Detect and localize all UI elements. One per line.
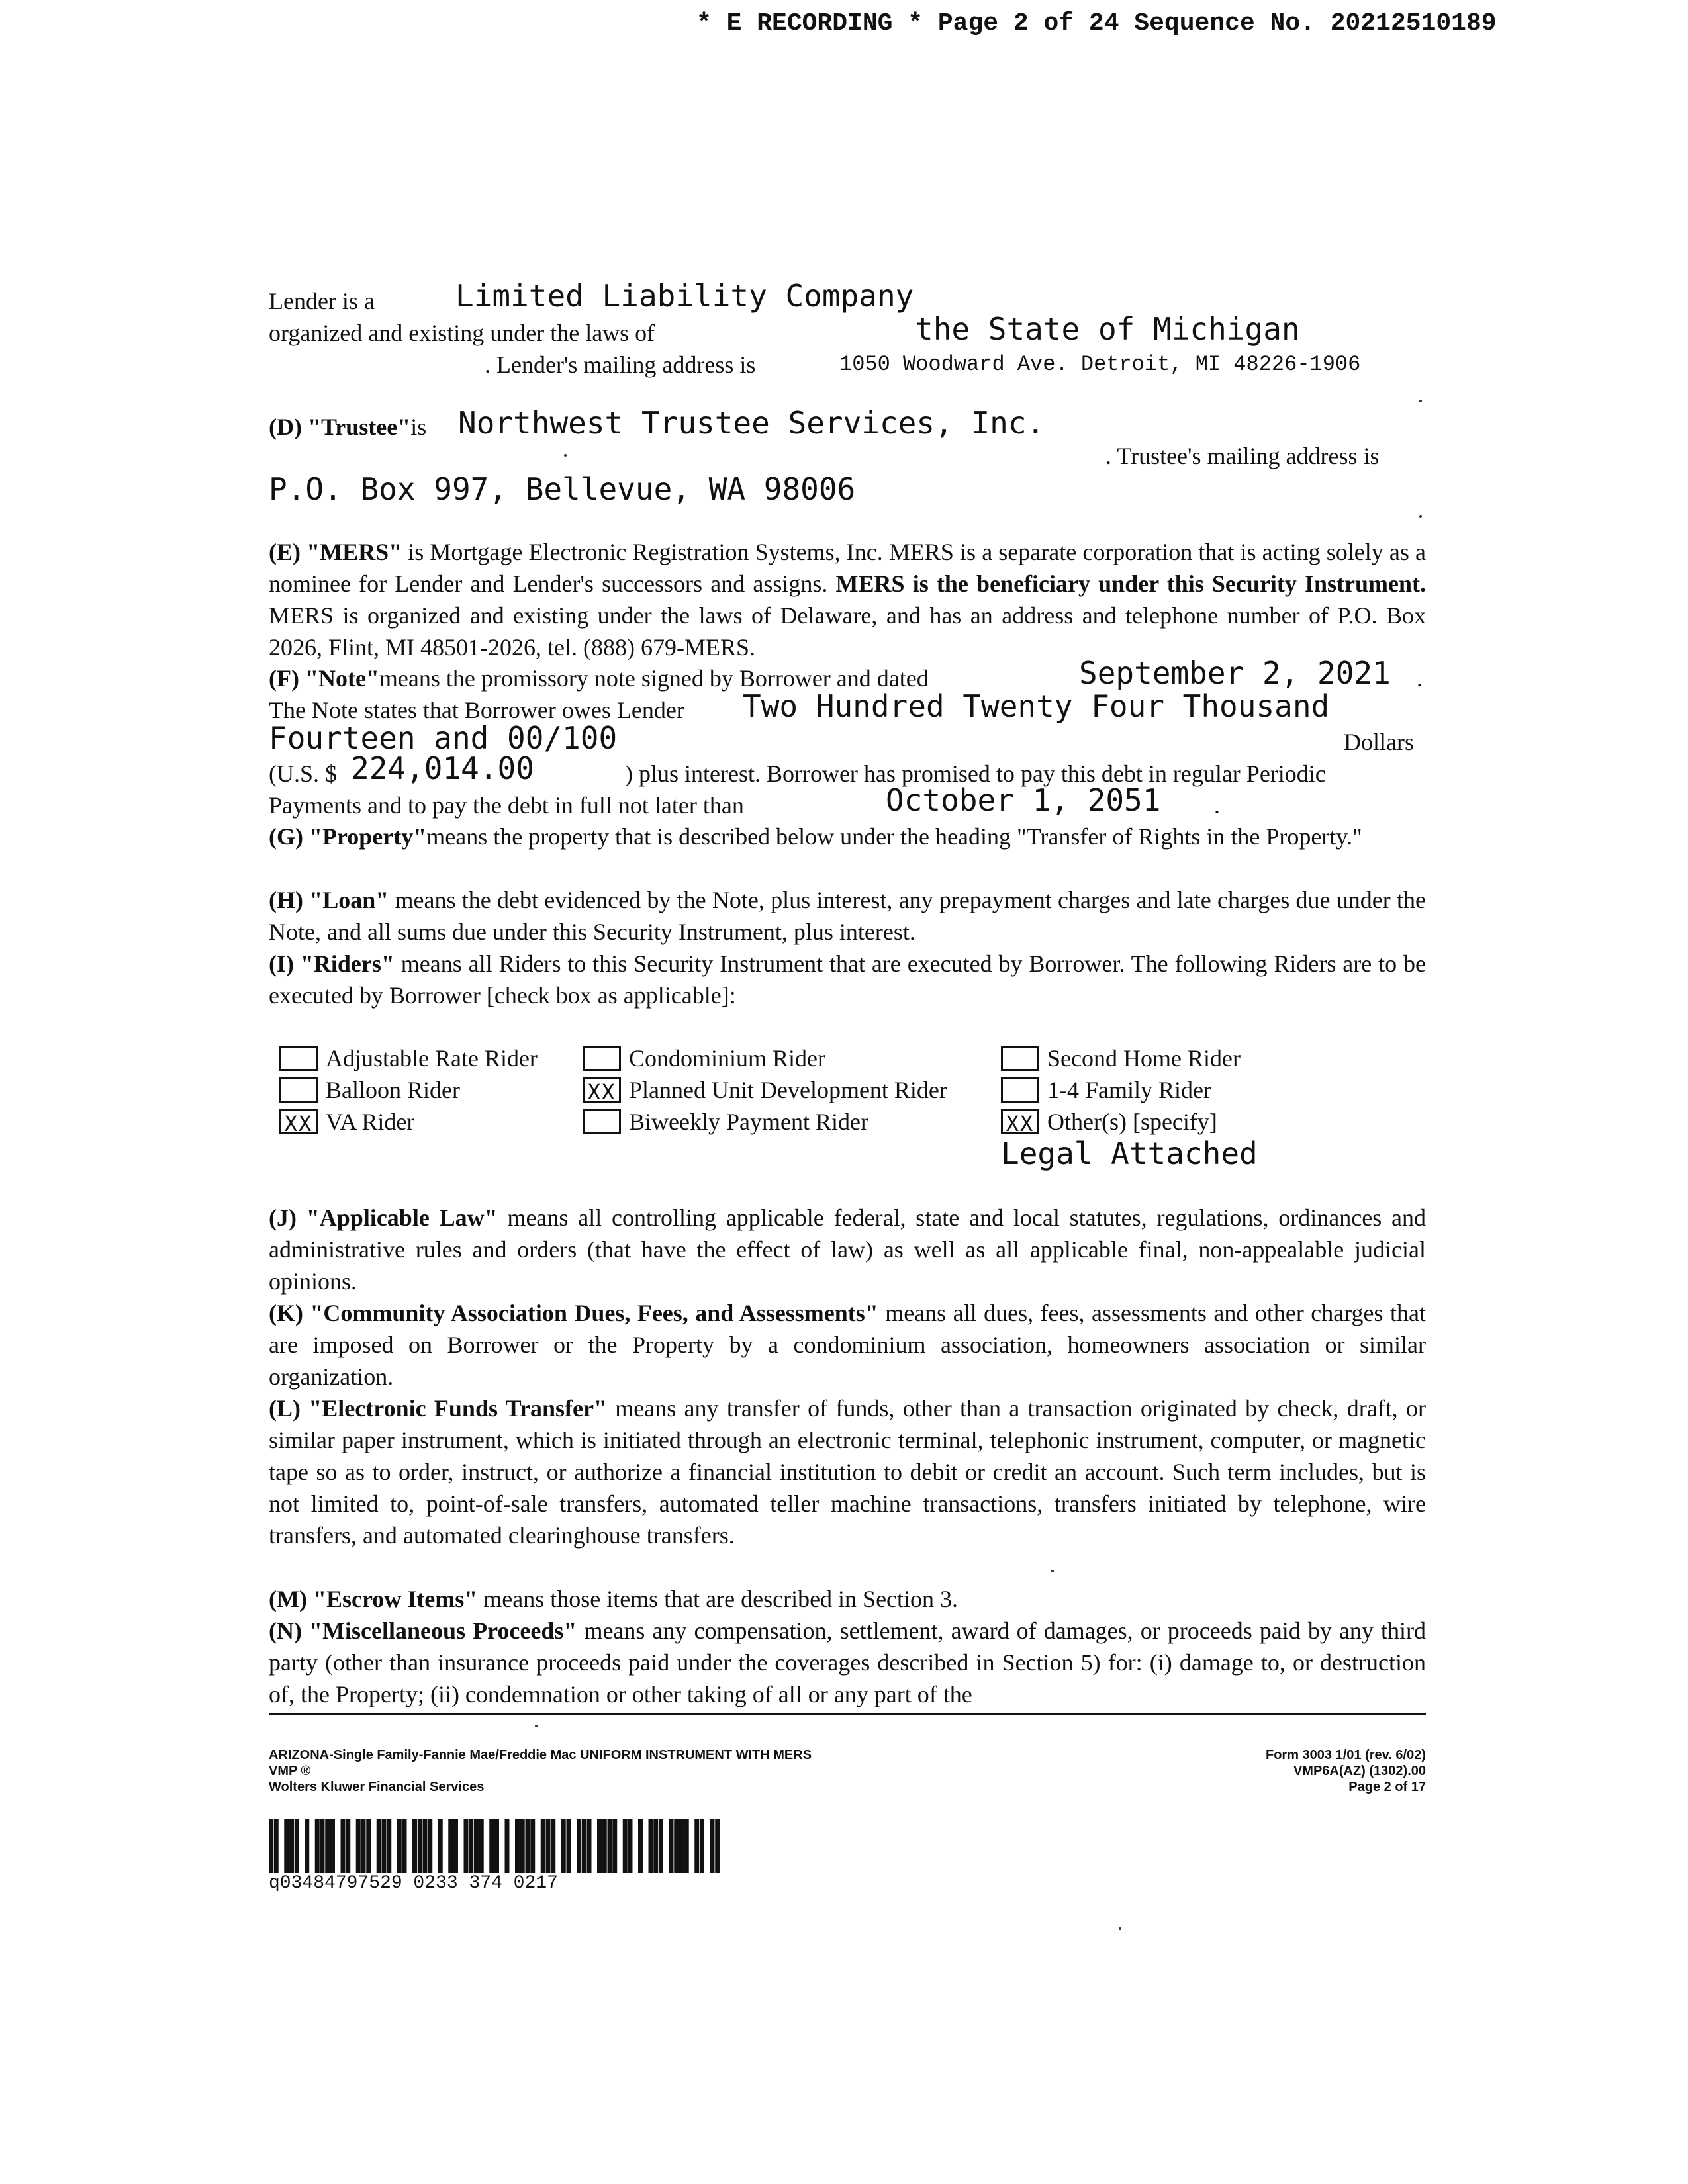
barcode-bar <box>489 1819 494 1873</box>
lender-prefix: Lender is a <box>269 288 375 314</box>
rider-label: Adjustable Rate Rider <box>326 1045 538 1071</box>
barcode-bar <box>397 1819 402 1873</box>
escrow-label: (M) "Escrow Items" <box>269 1586 478 1612</box>
property-label: (G) "Property" <box>269 823 427 850</box>
misc-paragraph <box>269 1615 1426 1710</box>
applicable-law-paragraph <box>269 1202 1426 1297</box>
barcode-bar <box>515 1819 520 1873</box>
rider-va[interactable] <box>279 1108 414 1136</box>
stray-dot <box>564 454 567 457</box>
rider-checkbox[interactable]: XX <box>1001 1109 1039 1134</box>
trustee-name: Northwest Trustee Services, Inc. <box>458 405 1045 441</box>
barcode-bar <box>377 1819 381 1873</box>
note-label: (F) "Note" <box>269 665 379 692</box>
rider-second-home[interactable] <box>1001 1044 1241 1072</box>
barcode-bar <box>674 1819 679 1873</box>
rider-label: Biweekly Payment Rider <box>629 1109 868 1135</box>
note-maturity-period: . <box>1214 792 1220 819</box>
barcode-bar <box>464 1819 469 1873</box>
note-dollars: Dollars <box>1344 729 1414 755</box>
barcode-bar <box>320 1819 325 1873</box>
lender-type: Limited Liability Company <box>455 278 914 314</box>
barcode-bar <box>653 1819 658 1873</box>
note-text2: ) plus interest. Borrower has promised to pay this debt in regular Periodic <box>625 760 1326 787</box>
rider-checkbox[interactable]: XX <box>583 1077 621 1103</box>
lender-mailing-address: 1050 Woodward Ave. Detroit, MI 48226-1906 <box>839 352 1361 377</box>
mers-label: (E) "MERS" <box>269 539 402 565</box>
barcode-bar <box>546 1819 551 1873</box>
eft-text: means any transfer of funds, other than a transaction originated by check, draft, or similar paper instrument, which is initiated through an electronic terminal, telephonic instrument, computer, or magnetic tape so as to order, instruct, or authorize a financial institution to debit or credit an account. Such term includes, but is not limited to, point-of-sale transfers, automated teller machine transactions, transfers initiated by telephone, wire transfers, and automated clearinghouse transfers. <box>269 1395 1426 1549</box>
rider-checkbox[interactable] <box>279 1046 318 1071</box>
community-label: (K) "Community Association Dues, Fees, and Assessments" <box>269 1300 878 1326</box>
barcode-bar <box>567 1819 571 1873</box>
mers-bold: MERS is the beneficiary under this Security Instrument. <box>835 570 1427 597</box>
barcode-bar <box>649 1819 653 1873</box>
note-period: . <box>1417 665 1423 692</box>
rider-checkbox[interactable] <box>1001 1077 1039 1103</box>
barcode-bar <box>715 1819 720 1873</box>
eft-paragraph <box>269 1392 1426 1551</box>
barcode-bar <box>423 1819 428 1873</box>
rider-checkbox[interactable] <box>279 1077 318 1103</box>
footer-page-number: Page 2 of 17 <box>1348 1780 1426 1794</box>
barcode-text: q03484797529 0233 374 0217 <box>269 1873 558 1893</box>
escrow-text: means those items that are described in Section 3. <box>477 1586 959 1612</box>
property-text: means the property that is described below under the heading "Transfer of Rights in the Property." <box>426 823 1362 850</box>
stray-dot <box>1419 400 1422 402</box>
barcode-bar <box>325 1819 330 1873</box>
footer-right <box>1152 1747 1426 1795</box>
rider-other-specify: Legal Attached <box>1001 1136 1258 1171</box>
lender-organized-text: organized and existing under the laws of <box>269 320 655 346</box>
barcode-bar <box>628 1819 633 1873</box>
rider-condominium[interactable] <box>583 1044 825 1072</box>
footer-form-number: Form 3003 1/01 (rev. 6/02) <box>1266 1748 1426 1762</box>
lender-state: the State of Michigan <box>915 311 1300 347</box>
barcode-bar <box>551 1819 555 1873</box>
rider-label: Balloon Rider <box>326 1077 460 1103</box>
note-text1: means the promissory note signed by Borrower and dated <box>379 665 929 692</box>
lender-mailing-prefix: . Lender's mailing address is <box>485 351 756 378</box>
barcode-bar <box>269 1819 273 1873</box>
misc-label: (N) "Miscellaneous Proceeds" <box>269 1617 577 1644</box>
barcode-bar <box>469 1819 473 1873</box>
barcode-bar <box>382 1819 387 1873</box>
barcode-bar <box>356 1819 361 1873</box>
barcode-bar <box>305 1819 309 1873</box>
note-us-prefix: (U.S. $ <box>269 760 338 787</box>
barcode-bar <box>387 1819 391 1873</box>
barcode-bar <box>438 1819 443 1873</box>
rider-label: Condominium Rider <box>629 1045 825 1071</box>
misc-text: means any compensation, settlement, award of damages, or proceeds paid by any third party (other than insurance proceeds paid under the coverages described in Section 5) for: (i) damage to, or destruction of, the Property; (ii) condemnation or other taking of all or any part of the <box>269 1617 1426 1707</box>
barcode-bar <box>530 1819 535 1873</box>
barcode-bar <box>346 1819 350 1873</box>
rider-checkbox[interactable]: XX <box>279 1109 318 1134</box>
barcode-bar <box>274 1819 279 1873</box>
barcode-bar <box>623 1819 628 1873</box>
barcode-bar <box>612 1819 617 1873</box>
barcode-bar <box>361 1819 366 1873</box>
rider-adjustable-rate[interactable] <box>279 1044 538 1072</box>
barcode-bar <box>582 1819 586 1873</box>
rider-checkbox[interactable] <box>1001 1046 1039 1071</box>
barcode-bar <box>505 1819 510 1873</box>
barcode-bar <box>289 1819 294 1873</box>
footer-instrument-title: ARIZONA-Single Family-Fannie Mae/Freddie Mac UNIFORM INSTRUMENT WITH MERS <box>269 1748 812 1762</box>
stray-dot <box>535 1725 538 1727</box>
property-paragraph <box>269 821 1426 852</box>
rider-biweekly-payment[interactable] <box>583 1108 868 1136</box>
stray-dot <box>1051 1570 1054 1572</box>
mers-text2: MERS is organized and existing under the laws of Delaware, and has an address and telephone number of P.O. Box 2026, Flint, MI 48501-2026, tel. (888) 679-MERS. <box>269 602 1426 660</box>
barcode-bar <box>597 1819 602 1873</box>
rider-1-4-family[interactable] <box>1001 1076 1211 1104</box>
community-paragraph <box>269 1297 1426 1392</box>
barcode-bar <box>679 1819 684 1873</box>
riders-paragraph <box>269 948 1426 1011</box>
riders-label: (I) "Riders" <box>269 950 395 977</box>
barcode-bar <box>479 1819 484 1873</box>
barcode-bar <box>710 1819 715 1873</box>
applicable-law-text: means all controlling applicable federal, state and local statutes, regulations, ordinances and administrative rules and orders (that have the effect of law) as well as all applicable final, non-appealable judicial opinions. <box>269 1205 1426 1295</box>
note-date: September 2, 2021 <box>1079 655 1391 691</box>
note-amount-words-1: Two Hundred Twenty Four Thousand <box>743 688 1330 724</box>
barcode-image <box>269 1819 720 1873</box>
community-text: means all dues, fees, assessments and other charges that are imposed on Borrower or the Property by a condominium association, homeowners association or similar organization. <box>269 1300 1426 1390</box>
barcode-bar <box>330 1819 335 1873</box>
rider-checkbox[interactable] <box>583 1046 621 1071</box>
trustee-line <box>269 413 426 441</box>
barcode-bar <box>295 1819 299 1873</box>
footer-left <box>269 1747 812 1795</box>
barcode-bar <box>366 1819 371 1873</box>
riders-text: means all Riders to this Security Instrument that are executed by Borrower. The following Riders are to be executed by Borrower [check box as applicable]: <box>269 950 1427 1009</box>
barcode-bar <box>526 1819 530 1873</box>
barcode-bar <box>315 1819 320 1873</box>
trustee-is: is <box>410 414 427 440</box>
barcode-bar <box>341 1819 346 1873</box>
barcode-bar <box>587 1819 592 1873</box>
footer-publisher: Wolters Kluwer Financial Services <box>269 1780 485 1794</box>
footer-vmp: VMP ® <box>269 1764 311 1778</box>
mers-text1: is Mortgage Electronic Registration Systems, Inc. MERS is a separate corporation that is acting solely as a nominee for Lender and Lender's successors and assigns. <box>269 539 1426 597</box>
escrow-paragraph <box>269 1583 1426 1615</box>
barcode-bar <box>418 1819 422 1873</box>
note-text3: Payments and to pay the debt in full not later than <box>269 792 744 819</box>
trustee-mailing-suffix: . Trustee's mailing address is <box>1105 443 1380 469</box>
barcode-bar <box>474 1819 479 1873</box>
barcode-bar <box>577 1819 581 1873</box>
stray-dot <box>1419 515 1422 518</box>
barcode-bar <box>561 1819 566 1873</box>
barcode-bar <box>694 1819 699 1873</box>
barcode-bar <box>684 1819 689 1873</box>
rider-other[interactable] <box>1001 1108 1217 1136</box>
footer-rule <box>269 1713 1426 1715</box>
barcode-bar <box>700 1819 704 1873</box>
barcode-bar <box>520 1819 525 1873</box>
loan-label: (H) "Loan" <box>269 887 389 913</box>
barcode-bar <box>541 1819 545 1873</box>
trustee-label: (D) "Trustee" <box>269 414 411 440</box>
loan-text: means the debt evidenced by the Note, plus interest, any prepayment charges and late charges due under the Note, and all sums due under this Security Instrument, plus interest. <box>269 887 1426 945</box>
footer-vmp-code: VMP6A(AZ) (1302).00 <box>1293 1764 1426 1778</box>
barcode-bar <box>602 1819 607 1873</box>
rider-label: 1-4 Family Rider <box>1047 1077 1211 1103</box>
barcode-bar <box>412 1819 417 1873</box>
barcode-bar <box>659 1819 663 1873</box>
barcode-bar <box>669 1819 674 1873</box>
barcode-bar <box>608 1819 612 1873</box>
eft-label: (L) "Electronic Funds Transfer" <box>269 1395 607 1422</box>
mers-paragraph <box>269 536 1426 663</box>
rider-label: Second Home Rider <box>1047 1045 1241 1071</box>
rider-label: Planned Unit Development Rider <box>629 1077 947 1103</box>
rider-label: VA Rider <box>326 1109 415 1135</box>
trustee-address: P.O. Box 997, Bellevue, WA 98006 <box>269 471 856 507</box>
note-maturity: October 1, 2051 <box>886 782 1161 818</box>
recording-header: * E RECORDING * Page 2 of 24 Sequence No. 20212510189 <box>696 9 1497 38</box>
note-owes-text: The Note states that Borrower owes Lender <box>269 697 684 723</box>
rider-label: Other(s) [specify] <box>1047 1109 1217 1135</box>
loan-paragraph <box>269 884 1426 948</box>
barcode-bar <box>494 1819 499 1873</box>
rider-balloon[interactable] <box>279 1076 460 1104</box>
barcode-bar <box>448 1819 453 1873</box>
rider-checkbox[interactable] <box>583 1109 621 1134</box>
barcode-bar <box>402 1819 407 1873</box>
barcode-bar <box>453 1819 458 1873</box>
barcode-bar <box>638 1819 643 1873</box>
note-amount: 224,014.00 <box>351 751 534 786</box>
applicable-law-label: (J) "Applicable Law" <box>269 1205 498 1231</box>
barcode-bar <box>284 1819 289 1873</box>
stray-dot <box>1119 1927 1121 1930</box>
rider-planned-unit-development[interactable] <box>583 1076 947 1104</box>
barcode-bar <box>428 1819 432 1873</box>
note-amount-words-2: Fourteen and 00/100 <box>269 720 618 756</box>
